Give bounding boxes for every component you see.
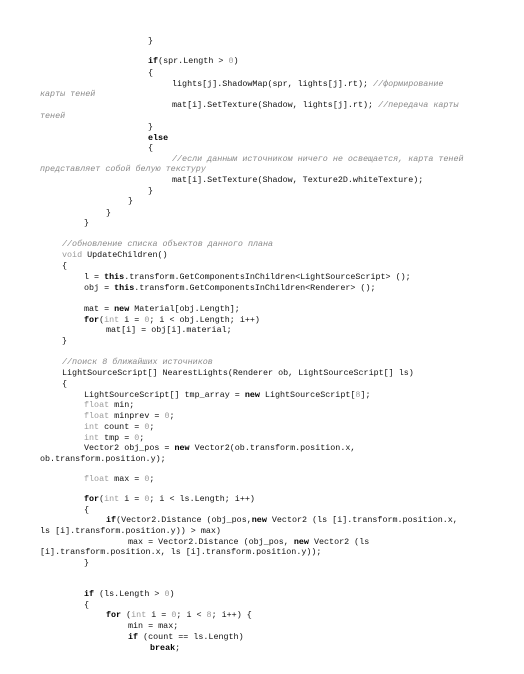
code-line bbox=[128, 621, 178, 631]
code-token: ls [i].transform.position.y)) > max) bbox=[40, 526, 221, 536]
code-token: ; bbox=[169, 411, 175, 421]
code-token: ; i < obj.Length; i++) bbox=[149, 315, 260, 325]
code-line bbox=[106, 515, 458, 525]
code-line bbox=[84, 390, 371, 400]
code-line bbox=[40, 547, 321, 557]
code-line bbox=[84, 422, 154, 432]
code-line bbox=[84, 272, 411, 282]
code-token: } bbox=[106, 208, 112, 218]
code-token: else bbox=[148, 133, 169, 143]
code-token: } bbox=[62, 336, 68, 346]
code-token: float bbox=[84, 400, 110, 410]
code-token: ob.transform.position.y); bbox=[40, 454, 166, 464]
code-token: Vector2 obj_pos = bbox=[84, 443, 175, 453]
code-line bbox=[148, 68, 153, 78]
code-token: ( bbox=[121, 610, 132, 620]
code-token: min; bbox=[109, 400, 135, 410]
code-line bbox=[172, 79, 443, 89]
code-line bbox=[40, 111, 65, 121]
code-token: ) bbox=[169, 589, 175, 599]
code-token: mat = bbox=[84, 304, 115, 314]
code-line bbox=[62, 336, 67, 346]
code-line bbox=[172, 154, 464, 164]
code-token: 0 bbox=[144, 315, 150, 325]
code-token: { bbox=[84, 505, 90, 515]
code-token: tmp = bbox=[99, 433, 135, 443]
code-line bbox=[84, 304, 240, 314]
code-token: for bbox=[106, 610, 122, 620]
code-line bbox=[62, 261, 67, 271]
code-token: min = max; bbox=[128, 621, 179, 631]
code-token: [i].transform.position.x, ls [i].transform.position.y)); bbox=[40, 547, 322, 557]
code-line bbox=[128, 537, 369, 547]
code-token: ; bbox=[149, 474, 155, 484]
code-token: UpdateChildren() bbox=[82, 250, 168, 260]
code-token: ( bbox=[99, 494, 105, 504]
code-line bbox=[62, 239, 273, 249]
code-token: i = bbox=[119, 494, 145, 504]
code-token: ; i < bbox=[176, 610, 207, 620]
code-token: if bbox=[84, 589, 95, 599]
code-line bbox=[40, 526, 221, 536]
code-token: 0 bbox=[144, 494, 150, 504]
code-token: //передача карты bbox=[378, 100, 459, 110]
code-token: max = bbox=[109, 474, 145, 484]
code-line bbox=[40, 454, 166, 464]
code-token: } bbox=[84, 558, 90, 568]
code-token: new bbox=[293, 537, 309, 547]
code-line bbox=[40, 164, 206, 174]
code-line bbox=[84, 443, 355, 453]
code-token: mat[i] = obj[i].material; bbox=[106, 325, 232, 335]
code-token: l = bbox=[84, 272, 105, 282]
code-line bbox=[62, 379, 67, 389]
code-token: void bbox=[62, 250, 83, 260]
code-token: float bbox=[84, 411, 110, 421]
code-line bbox=[148, 133, 168, 143]
code-token: .transform.GetComponentsInChildren<Renderer> (); bbox=[134, 283, 376, 293]
code-line bbox=[84, 600, 89, 610]
code-token: int bbox=[84, 433, 100, 443]
code-token: i = bbox=[119, 315, 145, 325]
code-token: ; bbox=[139, 433, 145, 443]
code-token: minprev = bbox=[109, 411, 165, 421]
code-token: Vector2 (ls bbox=[308, 537, 370, 547]
code-token: //поиск 8 ближайших источников bbox=[62, 357, 213, 367]
code-token: (Vector2.Distance (obj_pos, bbox=[116, 515, 252, 525]
code-token: { bbox=[148, 143, 154, 153]
code-token: ; i++) { bbox=[211, 610, 252, 620]
code-token: for bbox=[84, 494, 100, 504]
code-line bbox=[128, 632, 244, 642]
code-line bbox=[148, 122, 153, 132]
code-token: (count == ls.Length) bbox=[138, 632, 244, 642]
code-token: new bbox=[244, 390, 260, 400]
code-token: } bbox=[148, 186, 154, 196]
code-token: .transform.GetComponentsInChildren<LightSourceScript> (); bbox=[124, 272, 411, 282]
code-line bbox=[148, 143, 153, 153]
code-token: new bbox=[114, 304, 130, 314]
code-token: for bbox=[84, 315, 100, 325]
code-token: this bbox=[104, 272, 125, 282]
code-token: if bbox=[128, 632, 139, 642]
code-line bbox=[84, 315, 260, 325]
code-line bbox=[106, 610, 252, 620]
code-token: ( bbox=[99, 315, 105, 325]
code-token: ) bbox=[233, 56, 239, 66]
code-token: 0 bbox=[228, 56, 234, 66]
code-token: if bbox=[106, 515, 117, 525]
code-token: new bbox=[251, 515, 267, 525]
code-token: теней bbox=[40, 111, 66, 121]
code-token: int bbox=[84, 422, 100, 432]
code-line bbox=[128, 196, 133, 206]
code-line bbox=[148, 56, 239, 66]
code-token: } bbox=[148, 122, 154, 132]
code-token: карты теней bbox=[40, 89, 96, 99]
code-token: int bbox=[131, 610, 147, 620]
code-token: i = bbox=[146, 610, 172, 620]
code-token: count = bbox=[99, 422, 145, 432]
code-token: 0 bbox=[144, 422, 150, 432]
code-line bbox=[84, 283, 376, 293]
code-token: mat[i].SetTexture(Shadow, Texture2D.whiteTexture); bbox=[172, 175, 424, 185]
code-token: //обновление списка объектов данного плана bbox=[62, 239, 274, 249]
code-token: ; i < ls.Length; i++) bbox=[149, 494, 255, 504]
code-line bbox=[172, 175, 423, 185]
code-token: 8 bbox=[206, 610, 212, 620]
code-line bbox=[148, 36, 153, 46]
code-line bbox=[84, 494, 255, 504]
code-token: (ls.Length > bbox=[94, 589, 165, 599]
code-token: if bbox=[148, 56, 159, 66]
code-line bbox=[62, 368, 414, 378]
code-token: int bbox=[104, 494, 120, 504]
code-token: представляет собой белую текстуру bbox=[40, 164, 206, 174]
code-token: Material[obj.Length]; bbox=[129, 304, 240, 314]
code-token: (spr.Length > bbox=[158, 56, 229, 66]
code-token: LightSourceScript[ bbox=[259, 390, 356, 400]
code-token: ; bbox=[175, 643, 181, 653]
code-line bbox=[62, 357, 213, 367]
code-token: obj = bbox=[84, 283, 115, 293]
code-token: new bbox=[174, 443, 190, 453]
code-token: ; bbox=[149, 422, 155, 432]
code-token: Vector2 (ls [i].transform.position.x, bbox=[266, 515, 458, 525]
code-line bbox=[84, 218, 89, 228]
code-line bbox=[84, 474, 154, 484]
code-token: ]; bbox=[360, 390, 371, 400]
code-token: { bbox=[62, 261, 68, 271]
code-token: 0 bbox=[171, 610, 177, 620]
code-line bbox=[172, 100, 458, 110]
code-token: LightSourceScript[] NearestLights(Renderer ob, LightSourceScript[] ls) bbox=[62, 368, 414, 378]
code-line bbox=[106, 208, 111, 218]
code-token: float bbox=[84, 474, 110, 484]
code-token: Vector2(ob.transform.position.x, bbox=[189, 443, 356, 453]
code-line bbox=[84, 433, 144, 443]
code-line bbox=[84, 411, 175, 421]
code-line bbox=[84, 558, 89, 568]
code-token: { bbox=[148, 68, 154, 78]
code-token: this bbox=[114, 283, 135, 293]
code-token: mat[i].SetTexture(Shadow, lights[j].rt); bbox=[172, 100, 379, 110]
code-token: int bbox=[104, 315, 120, 325]
code-line bbox=[148, 186, 153, 196]
code-line bbox=[40, 89, 95, 99]
code-line bbox=[84, 505, 89, 515]
code-token: 0 bbox=[164, 411, 170, 421]
code-token: max = Vector2.Distance (obj_pos, bbox=[128, 537, 294, 547]
code-token: 0 bbox=[134, 433, 140, 443]
code-token: 8 bbox=[355, 390, 361, 400]
code-token: } bbox=[128, 196, 134, 206]
code-token: lights[j].ShadowMap(spr, lights[j].rt); bbox=[172, 79, 374, 89]
code-token: LightSourceScript[] tmp_array = bbox=[84, 390, 245, 400]
code-token: //формирование bbox=[373, 79, 444, 89]
code-token: 0 bbox=[144, 474, 150, 484]
code-token: { bbox=[84, 600, 90, 610]
code-line bbox=[106, 325, 232, 335]
code-token: { bbox=[62, 379, 68, 389]
code-line bbox=[62, 250, 168, 260]
code-token: } bbox=[84, 218, 90, 228]
code-token: //если данным источником ничего не освещается, карта теней bbox=[172, 154, 464, 164]
code-line bbox=[84, 400, 134, 410]
code-line bbox=[84, 589, 175, 599]
code-line bbox=[150, 643, 180, 653]
code-token: break bbox=[150, 643, 176, 653]
code-token: } bbox=[148, 36, 154, 46]
code-token: 0 bbox=[164, 589, 170, 599]
